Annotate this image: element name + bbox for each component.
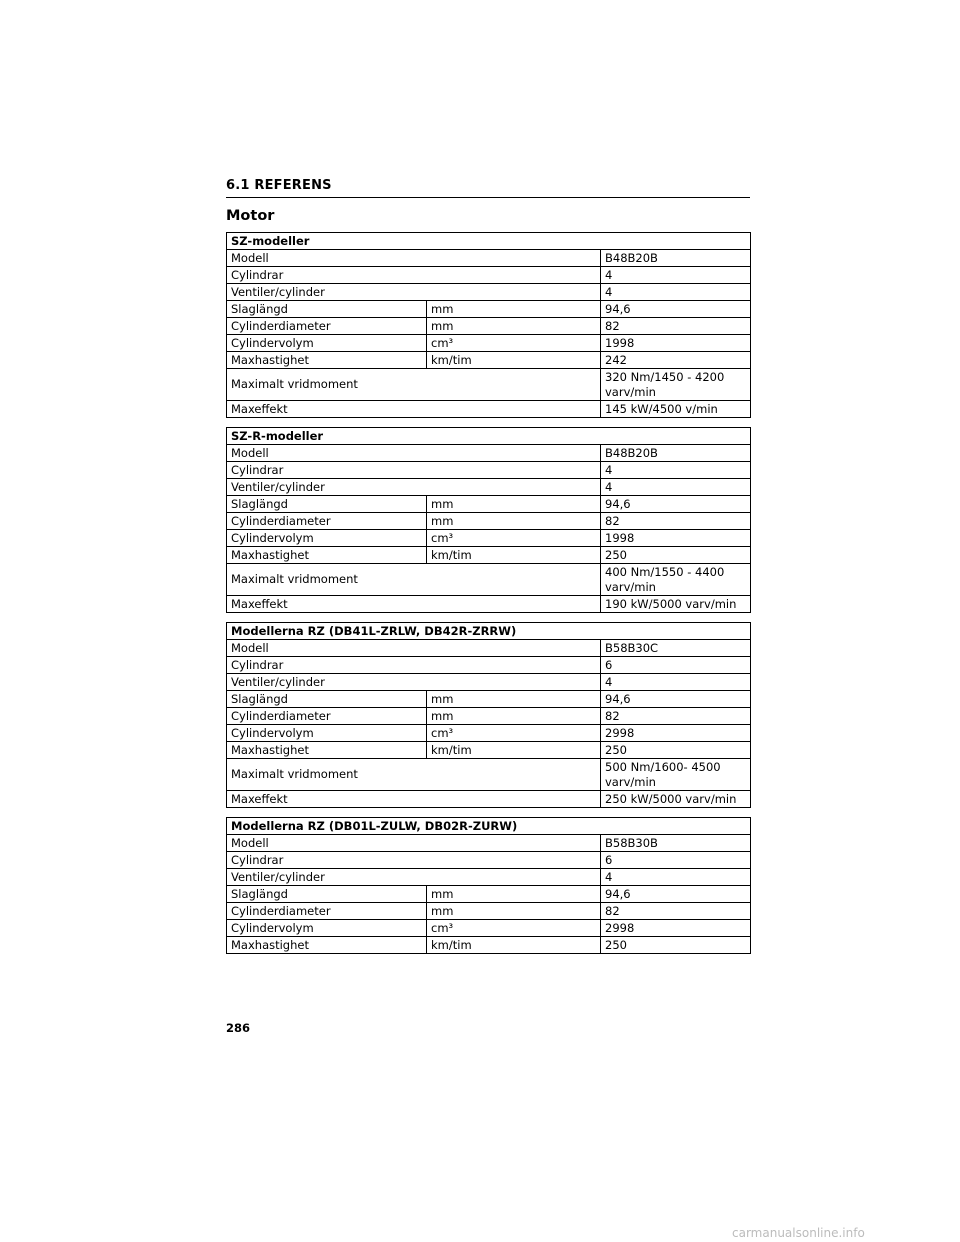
row-label: Cylinderdiameter [227, 513, 427, 530]
row-value: 94,6 [601, 691, 751, 708]
table-heading: Modellerna RZ (DB01L-ZULW, DB02R-ZURW) [227, 818, 751, 835]
table-row [227, 920, 751, 937]
engine-spec-tables [226, 232, 750, 954]
table-row [227, 937, 751, 954]
row-label: Maxhastighet [227, 352, 427, 369]
table-row [227, 674, 751, 691]
row-value: 250 [601, 937, 751, 954]
row-label: Maxhastighet [227, 742, 427, 759]
row-value: 242 [601, 352, 751, 369]
row-value: 4 [601, 267, 751, 284]
table-row [227, 250, 751, 267]
table-heading: SZ-modeller [227, 233, 751, 250]
row-value: 400 Nm/1550 - 4400 varv/min [601, 564, 751, 596]
row-value: 190 kW/5000 varv/min [601, 596, 751, 613]
table-row [227, 335, 751, 352]
row-unit: mm [427, 513, 601, 530]
row-unit: km/tim [427, 547, 601, 564]
spec-table-rz-zrlw [226, 622, 751, 808]
row-value: 94,6 [601, 496, 751, 513]
row-value: 82 [601, 708, 751, 725]
row-unit: cm³ [427, 530, 601, 547]
row-label: Ventiler/cylinder [227, 674, 601, 691]
table-row [227, 903, 751, 920]
row-value: 500 Nm/1600- 4500 varv/min [601, 759, 751, 791]
table-row [227, 791, 751, 808]
table-row [227, 691, 751, 708]
table-row [227, 742, 751, 759]
row-unit: mm [427, 318, 601, 335]
row-label: Maxeffekt [227, 791, 601, 808]
row-unit: mm [427, 301, 601, 318]
row-value: B58B30B [601, 835, 751, 852]
row-label: Cylindrar [227, 852, 601, 869]
row-value: 82 [601, 903, 751, 920]
row-value: 250 [601, 547, 751, 564]
row-label: Slaglängd [227, 691, 427, 708]
table-row [227, 352, 751, 369]
table-row [227, 401, 751, 418]
row-label: Modell [227, 445, 601, 462]
row-unit: cm³ [427, 920, 601, 937]
page-number: 286 [226, 1021, 251, 1035]
row-value: 6 [601, 657, 751, 674]
row-label: Maxeffekt [227, 596, 601, 613]
row-unit: mm [427, 903, 601, 920]
row-value: 320 Nm/1450 - 4200 varv/min [601, 369, 751, 401]
table-row [227, 596, 751, 613]
row-value: 250 [601, 742, 751, 759]
row-value: B58B30C [601, 640, 751, 657]
table-row [227, 759, 751, 791]
section-heading: 6.1 REFERENS [226, 178, 750, 198]
row-label: Cylinderdiameter [227, 903, 427, 920]
table-row [227, 886, 751, 903]
table-row [227, 267, 751, 284]
row-unit: cm³ [427, 725, 601, 742]
row-unit: km/tim [427, 742, 601, 759]
table-row [227, 369, 751, 401]
spec-table-rz-zulw [226, 817, 751, 954]
table-row [227, 852, 751, 869]
table-row [227, 708, 751, 725]
table-row [227, 725, 751, 742]
row-label: Modell [227, 250, 601, 267]
table-row [227, 530, 751, 547]
row-label: Slaglängd [227, 301, 427, 318]
watermark: carmanualsonline.info [732, 1226, 865, 1240]
row-label: Cylinderdiameter [227, 708, 427, 725]
row-unit: mm [427, 886, 601, 903]
row-value: 4 [601, 674, 751, 691]
row-value: 2998 [601, 920, 751, 937]
row-unit: km/tim [427, 352, 601, 369]
row-label: Maximalt vridmoment [227, 564, 601, 596]
table-row [227, 547, 751, 564]
table-row [227, 657, 751, 674]
row-value: 4 [601, 479, 751, 496]
row-label: Maxeffekt [227, 401, 601, 418]
row-value: 145 kW/4500 v/min [601, 401, 751, 418]
row-label: Maximalt vridmoment [227, 369, 601, 401]
row-value: B48B20B [601, 250, 751, 267]
row-value: 1998 [601, 335, 751, 352]
row-label: Maxhastighet [227, 937, 427, 954]
row-value: 82 [601, 513, 751, 530]
row-label: Modell [227, 835, 601, 852]
row-unit: mm [427, 691, 601, 708]
row-value: 4 [601, 869, 751, 886]
row-label: Cylindervolym [227, 335, 427, 352]
row-unit: cm³ [427, 335, 601, 352]
table-row [227, 496, 751, 513]
row-value: 4 [601, 284, 751, 301]
spec-table-sz-r [226, 427, 751, 613]
row-value: 82 [601, 318, 751, 335]
table-row [227, 835, 751, 852]
row-value: 4 [601, 462, 751, 479]
row-value: B48B20B [601, 445, 751, 462]
row-value: 94,6 [601, 301, 751, 318]
row-label: Ventiler/cylinder [227, 479, 601, 496]
row-label: Slaglängd [227, 886, 427, 903]
table-row [227, 301, 751, 318]
row-label: Ventiler/cylinder [227, 284, 601, 301]
table-heading: Modellerna RZ (DB41L-ZRLW, DB42R-ZRRW) [227, 623, 751, 640]
table-row [227, 284, 751, 301]
row-label: Cylinderdiameter [227, 318, 427, 335]
row-label: Cylindrar [227, 657, 601, 674]
table-row [227, 564, 751, 596]
row-label: Slaglängd [227, 496, 427, 513]
table-row [227, 318, 751, 335]
table-row [227, 513, 751, 530]
row-value: 2998 [601, 725, 751, 742]
row-label: Cylindrar [227, 462, 601, 479]
row-label: Cylindervolym [227, 530, 427, 547]
row-label: Cylindervolym [227, 920, 427, 937]
table-heading: SZ-R-modeller [227, 428, 751, 445]
page-title: Motor [226, 208, 275, 224]
row-value: 250 kW/5000 varv/min [601, 791, 751, 808]
row-unit: mm [427, 496, 601, 513]
row-value: 94,6 [601, 886, 751, 903]
table-row [227, 640, 751, 657]
row-label: Ventiler/cylinder [227, 869, 601, 886]
row-unit: mm [427, 708, 601, 725]
row-label: Modell [227, 640, 601, 657]
row-label: Maxhastighet [227, 547, 427, 564]
row-label: Cylindervolym [227, 725, 427, 742]
row-unit: km/tim [427, 937, 601, 954]
table-row [227, 462, 751, 479]
row-label: Maximalt vridmoment [227, 759, 601, 791]
table-row [227, 479, 751, 496]
spec-table-sz [226, 232, 751, 418]
table-row [227, 869, 751, 886]
table-row [227, 445, 751, 462]
row-value: 6 [601, 852, 751, 869]
row-value: 1998 [601, 530, 751, 547]
row-label: Cylindrar [227, 267, 601, 284]
